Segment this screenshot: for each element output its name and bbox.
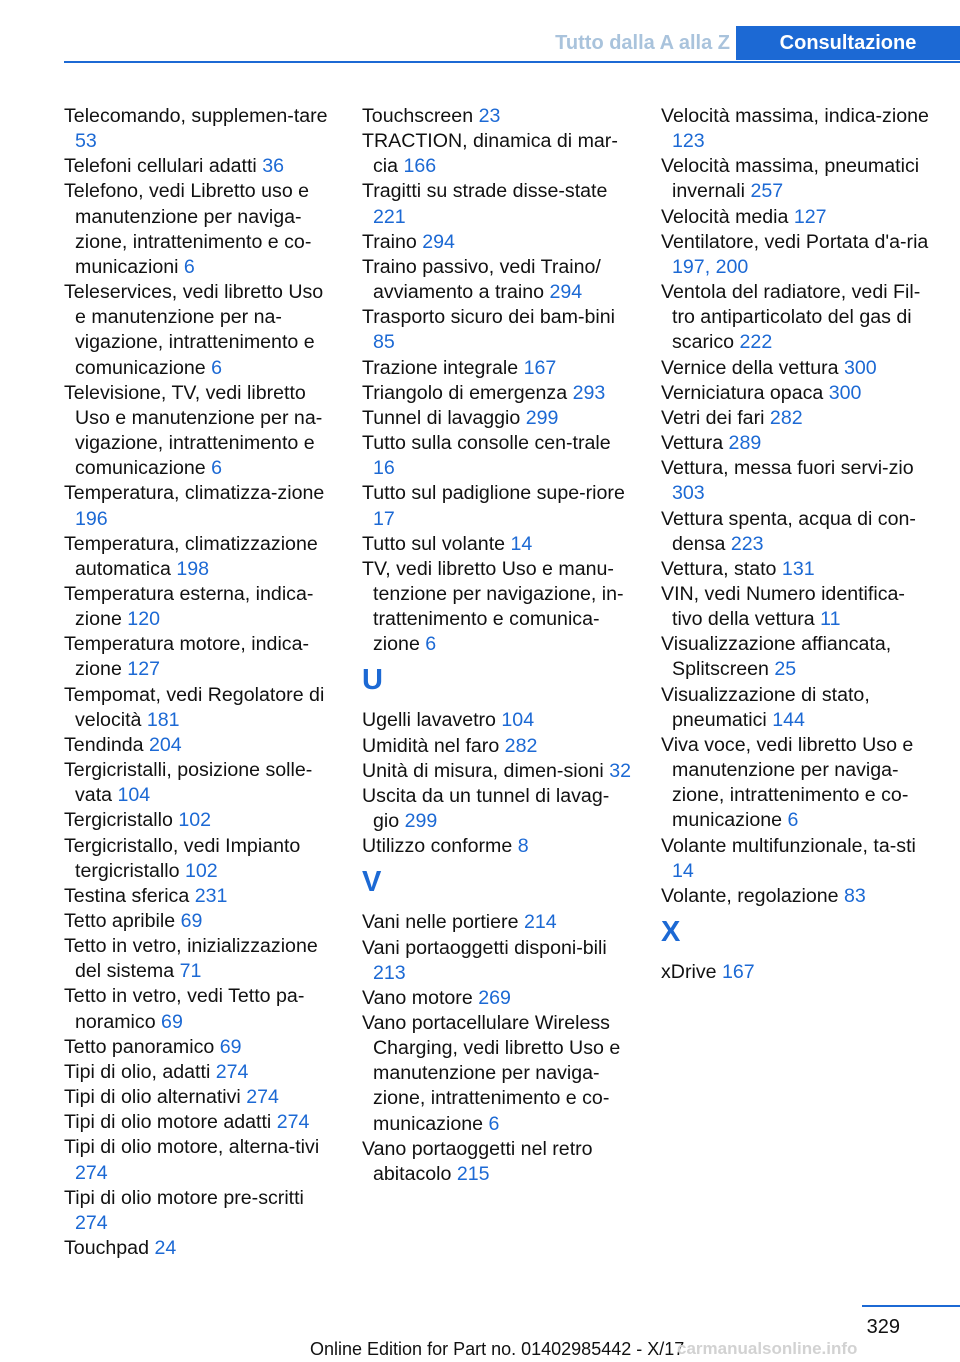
page-reference-link[interactable]: 25 (774, 658, 797, 681)
page-reference-link[interactable]: 104 (117, 784, 151, 807)
index-term: Volante multifunzionale, ta-sti (661, 834, 916, 857)
index-term: VIN, vedi Numero identifica-tivo della vettura (661, 582, 905, 631)
index-term: Tragitti su strade disse-state (362, 180, 608, 203)
index-entry (64, 104, 336, 154)
index-entry (64, 154, 336, 179)
index-entry (362, 834, 634, 859)
index-entry (362, 431, 634, 481)
page-reference-link[interactable]: 300 (828, 381, 862, 404)
footer-rule (862, 1305, 960, 1307)
index-entry (362, 255, 634, 305)
index-term: Temperatura esterna, indica-zione (64, 582, 314, 631)
index-entry (64, 934, 336, 984)
index-term: Touchpad (64, 1237, 149, 1260)
index-entry (64, 1135, 336, 1185)
page-reference-link[interactable]: 214 (523, 911, 557, 934)
index-entry (661, 456, 933, 506)
index-term: TV, vedi libretto Uso e manu-tenzione per navigazione, in-trattenimento e comunica-zione (362, 557, 624, 656)
index-column-2 (362, 104, 634, 1187)
page-reference-link[interactable]: 167 (523, 356, 557, 379)
page-reference-link[interactable]: 102 (178, 809, 212, 832)
index-term: Vernice della vettura (661, 356, 839, 379)
index-term: Traino (362, 230, 417, 253)
index-entry (362, 1137, 634, 1187)
page-reference-link[interactable]: 6 (211, 356, 223, 379)
index-term: Temperatura, climatizzazione automatica (64, 532, 318, 580)
index-letter-heading: U (362, 664, 383, 697)
page-reference-link[interactable]: 69 (219, 1035, 242, 1058)
index-term: Telefono, vedi Libretto uso e manutenzione per naviga-zione, intrattenimento e co-municazioni (64, 180, 312, 278)
page-reference-link[interactable]: 6 (425, 633, 437, 656)
index-term: Temperatura motore, indica-zione (64, 633, 310, 681)
index-entry (64, 481, 336, 531)
index-term: Temperatura, climatizza-zione (64, 482, 325, 505)
page-reference-link[interactable]: 299 (525, 406, 559, 429)
index-entry (661, 507, 933, 557)
page-reference-link[interactable]: 69 (180, 910, 203, 932)
index-entry (661, 582, 933, 632)
index-entry (362, 1011, 634, 1137)
index-term: Vano portaoggetti nel retro abitacolo (362, 1137, 593, 1185)
page-reference-link[interactable]: 11 (820, 608, 841, 631)
page-reference-link[interactable]: 197, 200 (672, 255, 749, 278)
index-entry (362, 532, 634, 557)
page-reference-link[interactable]: 104 (501, 709, 535, 732)
index-term: Vani portaoggetti disponi-bili (362, 936, 607, 959)
page-reference-link[interactable]: 6 (787, 809, 799, 832)
index-term: Televisione, TV, vedi libretto Uso e manutenzione per na-vigazione, intrattenimento e comunicazione (64, 381, 323, 480)
page-reference-link[interactable]: 8 (517, 835, 529, 858)
page-reference-link[interactable]: 300 (844, 356, 877, 379)
index-term: Tutto sul volante (362, 532, 506, 555)
index-term: Tipi di olio motore pre-scritti (64, 1186, 304, 1209)
index-letter-heading: V (362, 866, 382, 899)
page-reference-link[interactable]: 123 (672, 130, 705, 153)
index-term: Vano motore (362, 986, 473, 1009)
index-entry (64, 984, 336, 1034)
page-reference-link[interactable]: 257 (750, 180, 784, 203)
page-reference-link[interactable]: 269 (478, 986, 511, 1009)
index-term: Tutto sul padiglione supe-riore (362, 482, 625, 505)
index-term: Ventola del radiatore, vedi Fil-tro antiparticolato del gas di scarico (661, 281, 921, 354)
index-term: Touchscreen (362, 105, 474, 127)
index-entry (64, 582, 336, 632)
index-term: Tempomat, vedi Regolatore di velocità (64, 683, 325, 731)
page-reference-link[interactable]: 23 (478, 105, 501, 127)
index-entry (64, 632, 336, 682)
index-entry (64, 1110, 336, 1135)
index-term: Tipi di olio alternativi (64, 1086, 241, 1109)
page-number: 329 (866, 1316, 900, 1338)
page-reference-link[interactable]: 274 (246, 1086, 279, 1109)
index-term: Velocità massima, indica-zione (661, 105, 929, 127)
page-reference-link[interactable]: 85 (373, 331, 395, 354)
index-entry (64, 280, 336, 381)
page-reference-link[interactable]: 223 (730, 532, 764, 555)
page-reference-link[interactable]: 14 (510, 532, 533, 555)
index-term: TRACTION, dinamica di mar-cia (362, 130, 618, 178)
index-term: Vettura, messa fuori servi-zio (661, 457, 914, 480)
index-entry (362, 759, 634, 784)
index-entry (362, 356, 634, 381)
index-entry (661, 154, 933, 204)
index-column-3 (661, 104, 933, 985)
index-entry (362, 406, 634, 431)
index-entry (64, 733, 336, 758)
header-rule (64, 61, 960, 63)
page-reference-link[interactable]: 196 (75, 507, 108, 530)
index-entry (362, 708, 634, 733)
index-term: Vani nelle portiere (362, 911, 519, 934)
index-entry (661, 406, 933, 431)
index-term: Velocità massima, pneumatici invernali (661, 155, 920, 203)
index-entry (362, 381, 634, 406)
index-entry (362, 305, 634, 355)
page-reference-link[interactable]: 221 (373, 205, 406, 228)
page-reference-link[interactable]: 53 (75, 130, 97, 153)
page-reference-link[interactable]: 181 (146, 708, 180, 731)
page-reference-link[interactable]: 120 (127, 608, 160, 631)
index-letter-heading: X (661, 916, 681, 948)
index-entry (661, 104, 933, 154)
index-term: Tetto in vetro, inizializzazione del sistema (64, 935, 318, 983)
page-reference-link[interactable]: 215 (456, 1162, 490, 1185)
chapter-tab: Consultazione (736, 26, 960, 60)
index-term: Tipi di olio motore, alterna-tivi (64, 1136, 320, 1159)
index-entry (362, 936, 634, 986)
index-term: Velocità media (661, 205, 789, 228)
page-reference-link[interactable]: 274 (75, 1211, 108, 1234)
index-term: Vetri dei fari (661, 406, 765, 429)
page-reference-link[interactable]: 127 (793, 205, 827, 228)
index-entry (661, 356, 933, 381)
index-entry (362, 481, 634, 531)
index-term: Uscita da un tunnel di lavag-gio (362, 784, 610, 833)
page-reference-link[interactable]: 16 (373, 457, 395, 480)
index-term: Vano portacellulare Wireless Charging, vedi libretto Uso e manutenzione per naviga-zione, intrattenimento e co-municazione (362, 1012, 621, 1135)
index-term: Tergicristallo, vedi Impianto tergicristallo (64, 834, 301, 882)
index-entry (661, 960, 933, 985)
index-term: Trasporto sicuro dei bam-bini (362, 306, 616, 329)
index-entry (661, 557, 933, 582)
index-term: Vettura, stato (661, 557, 777, 580)
watermark: carmanualsonline.info (677, 1339, 858, 1358)
index-term: Tipi di olio motore adatti (64, 1111, 272, 1134)
index-term: Triangolo di emergenza (362, 381, 568, 404)
section-title: Tutto dalla A alla Z (555, 32, 730, 54)
index-term: Utilizzo conforme (362, 835, 513, 858)
page-reference-link[interactable]: 294 (422, 230, 455, 253)
index-entry (64, 683, 336, 733)
index-entry (64, 758, 336, 808)
index-entry (64, 532, 336, 582)
edition-note: Online Edition for Part no. 01402985442 - X/17 (310, 1339, 685, 1359)
index-term: Tutto sulla consolle cen-trale (362, 432, 611, 455)
index-term: Tendinda (64, 733, 144, 756)
index-term: Unità di misura, dimen-sioni (362, 759, 604, 782)
index-entry (661, 205, 933, 230)
index-term: Visualizzazione di stato, pneumatici (661, 683, 870, 731)
index-entry (661, 280, 933, 355)
page-reference-link[interactable]: 102 (185, 859, 218, 882)
index-term: Tunnel di lavaggio (362, 406, 521, 429)
page-reference-link[interactable]: 71 (179, 960, 202, 983)
index-term: Tetto in vetro, vedi Tetto pa-noramico (64, 985, 305, 1033)
index-term: Vettura spenta, acqua di con-densa (661, 507, 916, 555)
index-entry (64, 1236, 336, 1261)
index-entry (362, 734, 634, 759)
index-entry (64, 909, 336, 934)
page-reference-link[interactable]: 299 (404, 810, 438, 833)
index-entry (661, 834, 933, 884)
index-entry (64, 1085, 336, 1110)
page-reference-link[interactable]: 24 (154, 1237, 177, 1260)
index-entry (64, 381, 336, 482)
page-reference-link[interactable]: 6 (488, 1112, 500, 1135)
index-term: Vettura (661, 432, 724, 455)
index-term: Tetto panoramico (64, 1035, 215, 1058)
page-reference-link[interactable]: 131 (781, 557, 815, 580)
page-reference-link[interactable]: 14 (672, 859, 694, 882)
page-reference-link[interactable]: 127 (127, 658, 160, 681)
page-reference-link[interactable]: 166 (403, 155, 437, 178)
page-reference-link[interactable]: 6 (211, 457, 223, 480)
index-entry (661, 230, 933, 280)
index-entry (661, 381, 933, 406)
index-term: Trazione integrale (362, 356, 519, 379)
index-term: Testina sferica (64, 884, 190, 907)
page-reference-link[interactable]: 213 (373, 961, 406, 984)
page-reference-link[interactable]: 303 (672, 482, 705, 505)
index-entry (64, 179, 336, 280)
index-entry (661, 431, 933, 456)
page-reference-link[interactable]: 282 (504, 734, 538, 757)
index-term: Ventilatore, vedi Portata d'a-ria (661, 230, 929, 253)
page-reference-link[interactable]: 167 (721, 961, 755, 983)
index-term: Telecomando, supplemen-tare (64, 105, 328, 127)
index-term: Tergicristallo (64, 809, 173, 832)
index-term: Telefoni cellulari adatti (64, 155, 257, 178)
page-header (0, 0, 960, 62)
page-reference-link[interactable]: 231 (194, 884, 228, 907)
index-entry (64, 1186, 336, 1236)
page-reference-link[interactable]: 6 (183, 255, 195, 278)
index-entry (661, 683, 933, 733)
page-reference-link[interactable]: 282 (769, 406, 803, 429)
page-reference-link[interactable]: 274 (276, 1111, 310, 1134)
page-reference-link[interactable]: 222 (739, 331, 773, 354)
index-entry (64, 808, 336, 833)
index-entry (362, 784, 634, 834)
page-reference-link[interactable]: 293 (572, 381, 606, 404)
index-term: Viva voce, vedi libretto Uso e manutenzione per naviga-zione, intrattenimento e co-municazione (661, 733, 914, 832)
index-term: Volante, regolazione (661, 884, 839, 907)
index-entry (661, 733, 933, 834)
index-entry (64, 1060, 336, 1085)
index-entry (661, 884, 933, 909)
index-term: Visualizzazione affiancata, Splitscreen (661, 633, 892, 681)
index-term: xDrive (661, 961, 717, 983)
index-entry (64, 884, 336, 909)
index-entry (64, 1035, 336, 1060)
page-reference-link[interactable]: 36 (262, 155, 285, 178)
index-entry (362, 986, 634, 1011)
page-reference-link[interactable]: 83 (844, 884, 866, 907)
index-entry (64, 834, 336, 884)
index-term: Umidità nel faro (362, 734, 500, 757)
page-reference-link[interactable]: 274 (75, 1161, 108, 1184)
page-reference-link[interactable]: 289 (728, 432, 762, 455)
index-entry (362, 230, 634, 255)
index-term: Tetto apribile (64, 910, 176, 932)
index-term: Traino passivo, vedi Traino/ avviamento a traino (362, 255, 601, 304)
page-reference-link[interactable]: 204 (149, 733, 182, 756)
index-entry (362, 104, 634, 129)
index-entry (362, 179, 634, 229)
index-term: Verniciatura opaca (661, 381, 824, 404)
index-entry (362, 557, 634, 658)
page-reference-link[interactable]: 198 (176, 557, 210, 580)
page-reference-link[interactable]: 274 (215, 1060, 249, 1083)
page-reference-link[interactable]: 17 (373, 507, 395, 530)
index-entry (362, 129, 634, 179)
index-entry (362, 910, 634, 935)
index-term: Tergicristalli, posizione solle-vata (64, 759, 313, 807)
page-reference-link[interactable]: 294 (549, 281, 583, 304)
index-column-1 (64, 104, 336, 1261)
index-term: Teleservices, vedi libretto Uso e manutenzione per na-vigazione, intrattenimento e comunicazione (64, 281, 324, 379)
page-reference-link[interactable]: 144 (772, 708, 805, 731)
index-term: Ugelli lavavetro (362, 709, 496, 732)
index-entry (661, 632, 933, 682)
page-reference-link[interactable]: 32 (609, 759, 631, 782)
index-term: Tipi di olio, adatti (64, 1060, 211, 1083)
page-reference-link[interactable]: 69 (161, 1010, 183, 1033)
